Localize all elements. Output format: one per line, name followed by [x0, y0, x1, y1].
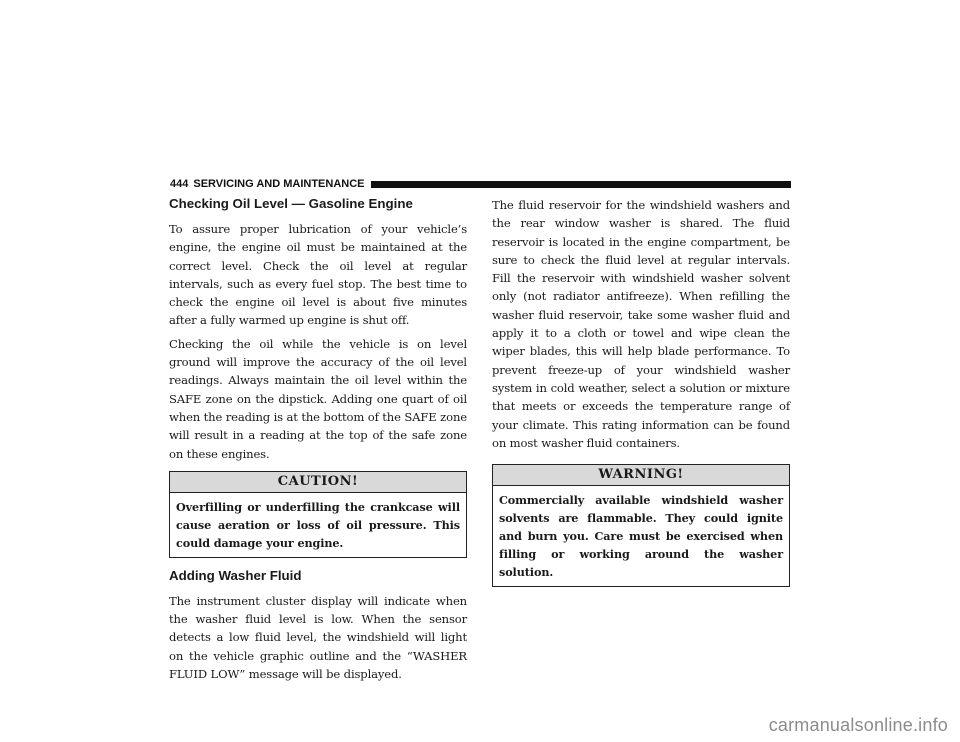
caution-box	[169, 471, 467, 558]
washer-fluid-heading: Adding Washer Fluid	[169, 567, 302, 583]
reservoir-paragraph: The fluid reservoir for the windshield washers and the rear window washer is shared. The fluid reservoir is located in the engine compartment, be sure to check the fluid level at regular intervals. Fill the reservoir with windshield washer solvent only (not radiator antifreeze). When refilling the washer fluid reservoir, take some washer fluid and apply it to a cloth or towel and wipe clean the wiper blades, this will help blade performance. To prevent freeze-up of your windshield washer system in cold weather, select a solution or mixture that meets or exceeds the temperature range of your climate. This rating information can be found on most washer fluid containers.	[492, 198, 790, 450]
page-number: 444	[170, 178, 189, 190]
page-header	[170, 177, 791, 191]
warning-text: Commercially available windshield washer solvents are flammable. They could ignite and burn you. Care must be exercised when filling or working around the washer solution.	[499, 493, 783, 580]
caution-title: CAUTION!	[170, 472, 466, 493]
caution-text: Overfilling or underfilling the crankcase will cause aeration or loss of oil pressure. This could damage your engine.	[176, 499, 460, 550]
warning-box	[492, 464, 790, 587]
right-column	[492, 196, 790, 597]
section-title: SERVICING AND MAINTENANCE	[193, 178, 365, 190]
oil-paragraph-2: Checking the oil while the vehicle is on level ground will improve the accuracy of the oil level readings. Always maintain the oil level within the SAFE zone on the dipstick. Adding one quart of oil when the reading is at the bottom of the SAFE zone will result in a reading at the top of the safe zone on these engines.	[169, 336, 467, 461]
oil-level-heading: Checking Oil Level — Gasoline Engine	[169, 196, 413, 211]
header-rule	[371, 181, 791, 188]
warning-title: WARNING!	[493, 465, 789, 486]
watermark: carmanualsonline.info	[768, 715, 948, 735]
washer-paragraph: The instrument cluster display will indicate when the washer fluid level is low. When the sensor detects a low fluid level, the windshield will light on the vehicle graphic outline and the “WASHER FLUID LOW” message will be displayed.	[169, 593, 467, 682]
oil-paragraph-1: To assure proper lubrication of your vehicle’s engine, the engine oil must be maintained at the correct level. Check the oil level at regular intervals, such as every fuel stop. The best time to check the engine oil level is about five minutes after a fully warmed up engine is shut off.	[169, 222, 467, 328]
left-column	[169, 196, 467, 688]
